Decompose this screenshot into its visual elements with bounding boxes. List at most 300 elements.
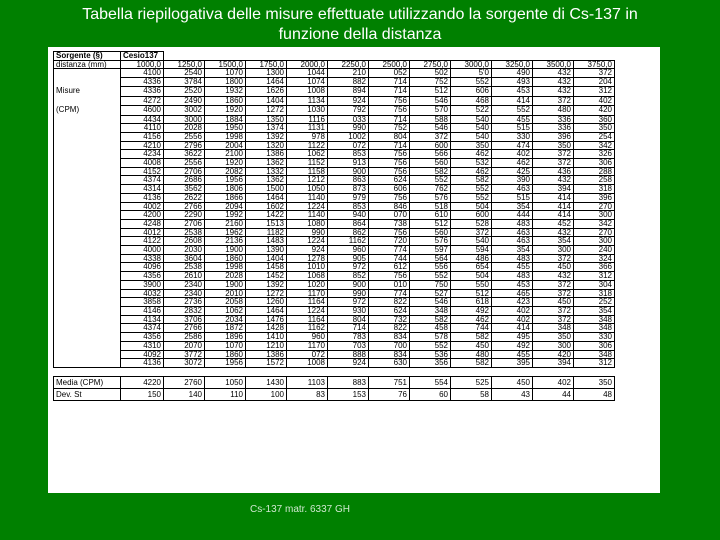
- measurement-cell: 546: [410, 124, 451, 133]
- measurement-cell: 1332: [246, 167, 287, 176]
- spacer-row: [54, 367, 615, 376]
- measurement-cell: 3604: [164, 254, 205, 263]
- measurement-cell: 738: [369, 219, 410, 228]
- measurement-cell: 1260: [246, 298, 287, 307]
- measurement-cell: 940: [328, 211, 369, 220]
- side-label-cell: [54, 272, 121, 281]
- measurement-cell: 420: [533, 350, 574, 359]
- measurement-cell: 853: [328, 202, 369, 211]
- measurement-cell: 2736: [164, 298, 205, 307]
- measurement-cell: 450: [451, 341, 492, 350]
- measurement-cell: 924: [328, 359, 369, 368]
- measurement-cell: 436: [533, 167, 574, 176]
- measurement-cell: 552: [492, 105, 533, 115]
- side-label-cell: [54, 219, 121, 228]
- mean-row-label: Media (CPM): [54, 376, 121, 388]
- distance-header-cell: 3750,0: [574, 60, 615, 69]
- measurement-cell: 1800: [205, 78, 246, 87]
- measurement-cell: 4356: [121, 272, 164, 281]
- measurement-cell: 546: [410, 298, 451, 307]
- measurement-cell: 2706: [164, 167, 205, 176]
- measurement-cell: 432: [533, 228, 574, 237]
- measurement-cell: 1602: [246, 202, 287, 211]
- measurement-cell: 492: [492, 341, 533, 350]
- measurement-cell: 744: [451, 324, 492, 333]
- side-label-cell: [54, 211, 121, 220]
- measurement-cell: 560: [410, 228, 451, 237]
- measurement-cell: 630: [369, 359, 410, 368]
- measurement-cell: 394: [533, 359, 574, 368]
- measurement-cell: 444: [492, 211, 533, 220]
- measurement-cell: 1998: [205, 132, 246, 141]
- measurement-cell: 4012: [121, 228, 164, 237]
- table-row: [54, 289, 615, 298]
- measurement-cell: 4234: [121, 150, 164, 159]
- table-row: [54, 306, 615, 315]
- std-dev-row-cell: 48: [574, 388, 615, 400]
- measurement-cell: 1476: [246, 315, 287, 324]
- measurement-cell: 540: [451, 132, 492, 141]
- std-dev-row-cell: 58: [451, 388, 492, 400]
- measurement-cell: 882: [328, 78, 369, 87]
- measurement-cell: 4356: [121, 333, 164, 342]
- measurement-cell: 979: [328, 193, 369, 202]
- measurement-cell: 493: [492, 78, 533, 87]
- measurement-cell: 1070: [205, 69, 246, 78]
- measurement-cell: 536: [410, 350, 451, 359]
- measurement-cell: 465: [492, 289, 533, 298]
- measurement-cell: 960: [328, 246, 369, 255]
- measurement-cell: 300: [533, 246, 574, 255]
- measurement-cell: 2028: [164, 124, 205, 133]
- measurement-cell: 453: [492, 280, 533, 289]
- measurement-cell: 4136: [121, 359, 164, 368]
- measurement-cell: 342: [574, 219, 615, 228]
- measurement-cell: 3072: [164, 359, 205, 368]
- measurement-cell: 372: [533, 96, 574, 105]
- measurement-cell: 1884: [205, 115, 246, 124]
- side-label-cell: [54, 306, 121, 315]
- measurement-cell: 070: [369, 211, 410, 220]
- side-label-cell: [54, 159, 121, 168]
- measurement-cell: 1896: [205, 333, 246, 342]
- measurement-cell: 3784: [164, 78, 205, 87]
- measurement-cell: 1464: [246, 306, 287, 315]
- measurement-cell: 1272: [246, 289, 287, 298]
- table-row: [54, 132, 615, 141]
- measurement-cell: 515: [492, 193, 533, 202]
- measurement-cell: 972: [328, 263, 369, 272]
- table-row: [54, 69, 615, 78]
- measurement-cell: 372: [574, 69, 615, 78]
- measurement-cell: 1050: [287, 185, 328, 194]
- distance-header-cell: 1750,0: [246, 60, 287, 69]
- side-label-cell: [54, 228, 121, 237]
- measurement-cell: 372: [533, 159, 574, 168]
- measurement-cell: 450: [533, 263, 574, 272]
- measurement-cell: 924: [328, 96, 369, 105]
- measurement-cell: 1044: [287, 69, 328, 78]
- measurement-cell: 483: [492, 219, 533, 228]
- measurement-cell: 4122: [121, 237, 164, 246]
- measurement-cell: 414: [492, 324, 533, 333]
- measurement-cell: 774: [369, 289, 410, 298]
- measurement-cell: 5'0: [451, 69, 492, 78]
- measurement-cell: 1272: [246, 105, 287, 115]
- measurement-cell: 752: [410, 78, 451, 87]
- measurement-cell: 612: [369, 263, 410, 272]
- mean-row-cell: 350: [574, 376, 615, 388]
- measurement-cell: 3002: [164, 105, 205, 115]
- side-label-cell: [54, 289, 121, 298]
- measurement-cell: 354: [533, 237, 574, 246]
- measurement-cell: 2832: [164, 306, 205, 315]
- measurement-cell: 396: [574, 193, 615, 202]
- measurement-cell: 1070: [205, 341, 246, 350]
- measurement-cell: 2100: [205, 150, 246, 159]
- measurement-cell: 4000: [121, 246, 164, 255]
- mean-row: [54, 376, 615, 388]
- measurement-cell: 600: [451, 211, 492, 220]
- measurement-cell: 1374: [246, 124, 287, 133]
- mean-row-cell: 883: [328, 376, 369, 388]
- measurement-cell: 1074: [287, 78, 328, 87]
- measurement-cell: 288: [574, 167, 615, 176]
- measurement-cell: 4134: [121, 315, 164, 324]
- measurement-cell: 432: [533, 78, 574, 87]
- measurement-cell: 463: [492, 185, 533, 194]
- measurement-cell: 360: [574, 115, 615, 124]
- measurement-cell: 1513: [246, 219, 287, 228]
- measurement-cell: 052: [369, 69, 410, 78]
- measurement-cell: 4434: [121, 115, 164, 124]
- measurement-cell: 1224: [287, 237, 328, 246]
- std-dev-row-cell: 150: [121, 388, 164, 400]
- measurement-cell: 2608: [164, 237, 205, 246]
- measurement-cell: 312: [574, 272, 615, 281]
- measurement-cell: 1122: [287, 141, 328, 150]
- measurement-cell: 350: [533, 141, 574, 150]
- measurement-cell: 597: [410, 246, 451, 255]
- side-label-cell: [54, 193, 121, 202]
- measurement-cell: 853: [328, 150, 369, 159]
- measurement-cell: 1900: [205, 246, 246, 255]
- mean-row-cell: 2760: [164, 376, 205, 388]
- measurement-cell: 342: [574, 141, 615, 150]
- measurement-cell: 425: [492, 167, 533, 176]
- measurement-cell: 4336: [121, 78, 164, 87]
- measurement-cell: 1164: [287, 315, 328, 324]
- measurement-cell: 432: [533, 272, 574, 281]
- measurement-cell: 594: [451, 246, 492, 255]
- measurement-cell: 372: [533, 289, 574, 298]
- measurement-cell: 4374: [121, 176, 164, 185]
- measurement-cell: 2070: [164, 341, 205, 350]
- measurement-cell: 1300: [246, 69, 287, 78]
- measurement-cell: 522: [451, 105, 492, 115]
- side-label-cell: [54, 115, 121, 124]
- measurement-cell: 1362: [246, 176, 287, 185]
- measurement-cell: 1182: [246, 228, 287, 237]
- measurement-cell: 336: [533, 124, 574, 133]
- measurement-cell: 792: [328, 105, 369, 115]
- measurement-cell: 894: [328, 86, 369, 96]
- measurement-cell: 372: [533, 280, 574, 289]
- measurement-cell: 4200: [121, 211, 164, 220]
- measurement-cell: 834: [369, 350, 410, 359]
- measurement-cell: 4110: [121, 124, 164, 133]
- measurement-cell: 394: [533, 185, 574, 194]
- measurement-cell: 423: [492, 298, 533, 307]
- mean-row-cell: 402: [533, 376, 574, 388]
- measurement-cell: 582: [451, 333, 492, 342]
- measurement-cell: 1458: [246, 263, 287, 272]
- source-value: Cesio137: [121, 52, 164, 61]
- measurement-cell: 390: [492, 176, 533, 185]
- measurement-cell: 552: [410, 341, 451, 350]
- table-row: [54, 115, 615, 124]
- measurement-cell: 1008: [287, 86, 328, 96]
- measurement-cell: 804: [369, 132, 410, 141]
- measurement-cell: 336: [533, 115, 574, 124]
- measurement-cell: 756: [369, 228, 410, 237]
- measurement-cell: 2538: [164, 228, 205, 237]
- measurement-cell: 3706: [164, 315, 205, 324]
- measurement-cell: 1962: [205, 228, 246, 237]
- measurement-cell: 504: [451, 202, 492, 211]
- measurement-cell: 822: [369, 324, 410, 333]
- measurement-cell: 1860: [205, 350, 246, 359]
- measurement-cell: 330: [492, 132, 533, 141]
- mean-row-cell: 554: [410, 376, 451, 388]
- measurement-cell: 714: [328, 324, 369, 333]
- measurement-cell: 2094: [205, 202, 246, 211]
- table-row: [54, 124, 615, 133]
- table-row: [54, 105, 615, 115]
- measurement-cell: 540: [451, 124, 492, 133]
- measurement-cell: 483: [492, 254, 533, 263]
- measurement-cell: 1500: [246, 185, 287, 194]
- measurement-cell: 714: [369, 141, 410, 150]
- distance-header-cell: 2250,0: [328, 60, 369, 69]
- measurement-cell: 1410: [246, 333, 287, 342]
- std-dev-row-cell: 76: [369, 388, 410, 400]
- measurement-cell: 2058: [205, 298, 246, 307]
- measurement-cell: 1626: [246, 86, 287, 96]
- table-row: [54, 228, 615, 237]
- measurement-cell: 402: [492, 150, 533, 159]
- measurement-cell: 582: [410, 315, 451, 324]
- measurement-cell: 1162: [287, 324, 328, 333]
- table-row: [54, 272, 615, 281]
- measurement-cell: 750: [410, 280, 451, 289]
- measurement-cell: 455: [492, 115, 533, 124]
- measurement-cell: 1062: [287, 150, 328, 159]
- measurement-cell: 783: [328, 333, 369, 342]
- std-dev-row: [54, 388, 615, 400]
- measurement-cell: 864: [328, 219, 369, 228]
- measurement-cell: 546: [410, 96, 451, 105]
- measurement-cell: 550: [451, 280, 492, 289]
- measurement-cell: 2340: [164, 289, 205, 298]
- measurement-cell: 582: [451, 176, 492, 185]
- side-label-cell: [54, 132, 121, 141]
- distance-header-cell: 1500,0: [205, 60, 246, 69]
- measurement-cell: 348: [574, 324, 615, 333]
- table-row: [54, 78, 615, 87]
- measurement-cell: 348: [574, 315, 615, 324]
- measurement-cell: 1152: [287, 159, 328, 168]
- measurement-cell: 270: [574, 202, 615, 211]
- measurement-cell: 462: [451, 167, 492, 176]
- measurement-cell: 582: [451, 359, 492, 368]
- measurement-cell: 564: [410, 254, 451, 263]
- measurement-cell: 518: [410, 202, 451, 211]
- measurement-cell: 033: [328, 115, 369, 124]
- std-dev-row-cell: 153: [328, 388, 369, 400]
- measurement-cell: 306: [574, 159, 615, 168]
- measurement-cell: 480: [451, 350, 492, 359]
- measurement-cell: 2520: [164, 86, 205, 96]
- table-row: [54, 141, 615, 150]
- header-row-distance: [54, 60, 615, 69]
- measurement-cell: 463: [492, 237, 533, 246]
- measurement-cell: 304: [574, 280, 615, 289]
- measurement-cell: 1020: [287, 280, 328, 289]
- measurement-cell: 1224: [287, 202, 328, 211]
- side-label-cell: [54, 280, 121, 289]
- measurement-cell: 1278: [287, 254, 328, 263]
- table-row: [54, 86, 615, 96]
- measurement-cell: 2556: [164, 159, 205, 168]
- measurement-cell: 2538: [164, 263, 205, 272]
- table-row: [54, 263, 615, 272]
- measurement-cell: 490: [492, 69, 533, 78]
- measurement-cell: 990: [328, 289, 369, 298]
- measurement-cell: 1362: [246, 159, 287, 168]
- table-row: [54, 185, 615, 194]
- measurement-cell: 3858: [121, 298, 164, 307]
- measurement-cell: 528: [451, 219, 492, 228]
- table-row: [54, 96, 615, 105]
- measurement-cell: 1131: [287, 124, 328, 133]
- measurement-cell: 540: [451, 237, 492, 246]
- measurement-cell: 1404: [246, 96, 287, 105]
- measurement-cell: 1116: [287, 115, 328, 124]
- measurement-cell: 756: [369, 96, 410, 105]
- measurement-cell: 396: [533, 132, 574, 141]
- side-label-cell: [54, 202, 121, 211]
- measurement-cell: 326: [574, 150, 615, 159]
- measurement-cell: 010: [369, 280, 410, 289]
- measurement-cell: 3772: [164, 350, 205, 359]
- measurement-cell: 804: [328, 315, 369, 324]
- measurement-cell: 372: [410, 132, 451, 141]
- measurement-cell: 414: [533, 211, 574, 220]
- measurement-cell: 606: [369, 185, 410, 194]
- measurement-cell: 913: [328, 159, 369, 168]
- measurement-cell: 402: [492, 306, 533, 315]
- measurement-cell: 2586: [164, 333, 205, 342]
- measurement-cell: 312: [574, 359, 615, 368]
- measurement-cell: 960: [287, 333, 328, 342]
- measurement-cell: 822: [369, 298, 410, 307]
- measurement-cell: 900: [328, 167, 369, 176]
- footer-caption: Cs-137 matr. 6337 GH: [249, 504, 351, 515]
- measurement-cell: 624: [369, 176, 410, 185]
- measurement-cell: 1806: [205, 185, 246, 194]
- measurement-cell: 1386: [246, 150, 287, 159]
- table-row: [54, 254, 615, 263]
- measurement-cell: 714: [369, 86, 410, 96]
- measurement-cell: 552: [451, 185, 492, 194]
- measurement-cell: 618: [451, 298, 492, 307]
- measurement-cell: 527: [410, 289, 451, 298]
- measurement-cell: 610: [410, 211, 451, 220]
- measurement-cell: 2136: [205, 237, 246, 246]
- cpm-label: (CPM): [56, 105, 80, 115]
- side-label-cell: [54, 96, 121, 105]
- measurement-cell: 1158: [287, 167, 328, 176]
- measurement-cell: 372: [533, 306, 574, 315]
- side-label-cell: [54, 86, 121, 96]
- table-row: [54, 211, 615, 220]
- measurement-cell: 414: [533, 202, 574, 211]
- std-dev-row-cell: 44: [533, 388, 574, 400]
- measurement-cell: 350: [574, 124, 615, 133]
- measurement-cell: 4248: [121, 219, 164, 228]
- table-row: [54, 193, 615, 202]
- measurement-cell: 1860: [205, 254, 246, 263]
- measurement-cell: 4146: [121, 306, 164, 315]
- table-row: [54, 341, 615, 350]
- measurement-cell: 300: [574, 211, 615, 220]
- side-label-cell: [54, 105, 121, 115]
- measurement-cell: 3900: [121, 280, 164, 289]
- measurement-cell: 450: [533, 298, 574, 307]
- measurement-cell: 852: [328, 272, 369, 281]
- measurement-cell: 372: [533, 150, 574, 159]
- measurement-cell: 560: [410, 159, 451, 168]
- measurement-cell: 366: [574, 263, 615, 272]
- measurement-cell: 862: [328, 228, 369, 237]
- measurement-cell: 1080: [287, 219, 328, 228]
- measurement-cell: 654: [451, 263, 492, 272]
- measurement-cell: 252: [574, 298, 615, 307]
- measurement-cell: 1170: [287, 341, 328, 350]
- measurement-cell: 582: [410, 167, 451, 176]
- measurement-cell: 395: [492, 359, 533, 368]
- measurement-cell: 4314: [121, 185, 164, 194]
- measurement-cell: 420: [574, 105, 615, 115]
- mean-row-cell: 1430: [246, 376, 287, 388]
- table-row: [54, 237, 615, 246]
- measurement-cell: 1950: [205, 124, 246, 133]
- measurement-cell: 1464: [246, 193, 287, 202]
- measurements-table: [53, 51, 615, 401]
- measurement-cell: 576: [410, 193, 451, 202]
- distance-header-cell: 1250,0: [164, 60, 205, 69]
- measurement-cell: 2622: [164, 193, 205, 202]
- measurement-cell: 318: [574, 185, 615, 194]
- measurement-cell: 744: [369, 254, 410, 263]
- table-row: [54, 202, 615, 211]
- measurement-cell: 1872: [205, 324, 246, 333]
- measurement-cell: 4002: [121, 202, 164, 211]
- measurement-cell: 1998: [205, 263, 246, 272]
- measurement-cell: 588: [410, 115, 451, 124]
- measurement-cell: 1134: [287, 96, 328, 105]
